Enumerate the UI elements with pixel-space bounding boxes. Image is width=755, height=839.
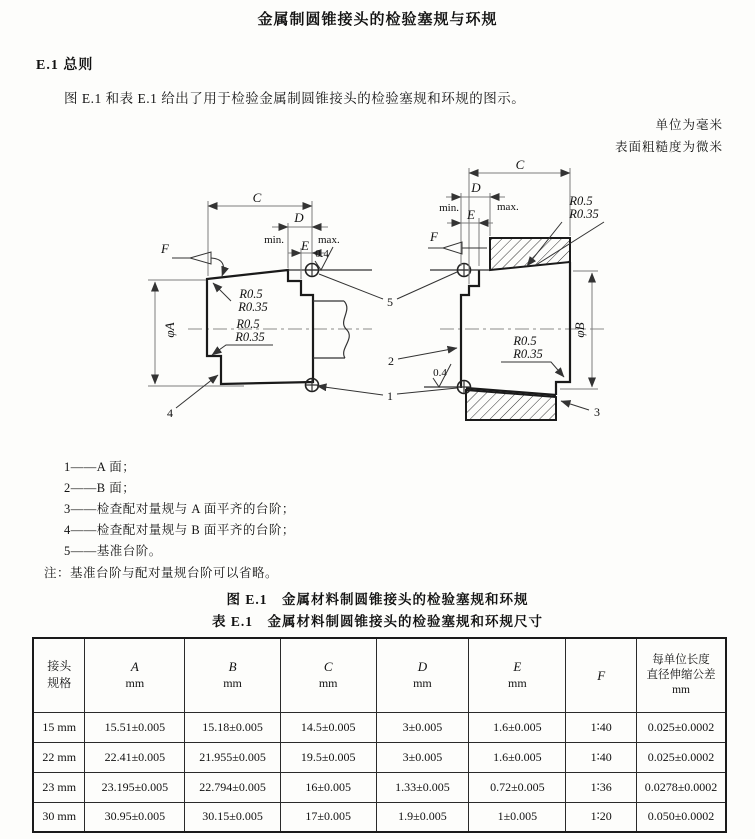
callout-leader (561, 401, 589, 410)
header-line: 规格 (47, 676, 72, 691)
figure-legend (64, 457, 295, 562)
datum-label-F-right: F (430, 229, 438, 244)
header-line: B (228, 659, 237, 675)
roughness-label-left: 0.4 (315, 248, 329, 260)
table-row (33, 802, 726, 832)
legend-item: 1——A 面； (64, 460, 136, 474)
cell-tolerance: 0.025±0.0002 (637, 742, 726, 772)
cell-B: 30.15±0.005 (185, 802, 281, 832)
figure-e1-drawing (0, 150, 755, 455)
cell-spec: 30 mm (33, 802, 85, 832)
cell-C: 17±0.005 (280, 802, 376, 832)
col-header-C (280, 638, 376, 712)
dim-label-E-left: E (301, 238, 309, 253)
cell-F: 1∶20 (566, 802, 637, 832)
dim-label-phiA: φA (162, 322, 177, 338)
ring-section-top (490, 238, 570, 270)
cell-A: 23.195±0.005 (85, 772, 185, 802)
dim-label-C-left: C (252, 190, 262, 205)
datum-label-F-left: F (161, 241, 169, 256)
left-figure-plug-gauge (148, 190, 372, 420)
col-header-A (85, 638, 185, 712)
radius-label: R0.5 (236, 317, 260, 331)
cell-C: 19.5±0.005 (280, 742, 376, 772)
dim-label-phiB: φB (572, 322, 587, 338)
legend-item: 4——检查配对量规与 B 面平齐的台阶； (64, 523, 295, 537)
right-figure-ring-gauge (424, 157, 607, 420)
cell-B: 21.955±0.005 (185, 742, 281, 772)
header-line: 直径伸缩公差 (646, 668, 716, 681)
cell-A: 30.95±0.005 (85, 802, 185, 832)
radius-label: R0.35 (238, 300, 268, 314)
cell-D: 3±0.005 (376, 742, 469, 772)
intro-paragraph: 图 E.1 和表 E.1 给出了用于检验金属制圆锥接头的检验塞规和环规的图示。 (64, 91, 526, 106)
page-title: 金属制圆锥接头的检验塞规与环规 (257, 12, 498, 28)
callout-5: 5 (387, 295, 393, 309)
callout-4: 4 (167, 406, 173, 420)
radius-label: R0.5 (569, 194, 593, 208)
header-line: mm (318, 676, 338, 691)
callout-3: 3 (594, 405, 600, 419)
callout-leader (398, 348, 457, 359)
header-line: E (513, 659, 522, 675)
table-row (33, 742, 726, 772)
cell-E: 1.6±0.005 (469, 712, 566, 742)
cell-D: 3±0.005 (376, 712, 469, 742)
radius-label: R0.35 (513, 347, 543, 361)
header-line: 接头 (47, 659, 72, 674)
radius-label: R0.35 (235, 330, 265, 344)
cell-A: 15.51±0.005 (85, 712, 185, 742)
dim-label-D-left: D (294, 210, 304, 225)
datum-leader-curve (211, 258, 224, 276)
table-row (33, 712, 726, 742)
unit-note-um: 表面粗糙度为微米 (614, 140, 723, 154)
cell-spec: 22 mm (33, 742, 85, 772)
col-header-F (566, 638, 637, 712)
cell-F: 1∶36 (566, 772, 637, 802)
callout-1: 1 (387, 389, 393, 403)
callout-leader (397, 272, 457, 299)
dim-label-C-right: C (515, 157, 525, 172)
datum-triangle-icon (443, 242, 462, 254)
cell-E: 0.72±0.005 (469, 772, 566, 802)
cell-E: 1.6±0.005 (469, 742, 566, 772)
callout-leader (319, 274, 383, 299)
header-line: mm (125, 676, 145, 691)
callout-2: 2 (388, 354, 394, 368)
cell-tolerance: 0.025±0.0002 (637, 712, 726, 742)
cell-E: 1±0.005 (469, 802, 566, 832)
unit-note-mm: 单位为毫米 (655, 118, 723, 132)
callout-leader (176, 375, 218, 408)
roughness-label-right: 0.4 (433, 367, 447, 379)
header-line: 每单位长度 (652, 653, 710, 666)
header-line: mm (223, 676, 242, 691)
header-line: mm (672, 683, 690, 696)
cell-D: 1.9±0.005 (376, 802, 469, 832)
cell-D: 1.33±0.005 (376, 772, 469, 802)
cell-F: 1∶40 (566, 742, 637, 772)
dim-label-E-right: E (467, 207, 475, 222)
radius-label: R0.5 (239, 287, 263, 301)
radius-leader (213, 283, 231, 301)
dim-label-D-right: D (471, 180, 481, 195)
radius-leader (501, 362, 564, 377)
cell-B: 22.794±0.005 (185, 772, 281, 802)
legend-item: 5——基准台阶。 (64, 544, 162, 558)
min-label-left: min. (264, 234, 284, 246)
col-header-B (185, 638, 281, 712)
cell-tolerance: 0.050±0.0002 (637, 802, 726, 832)
table-header-row (33, 638, 726, 712)
radius-label: R0.35 (569, 207, 599, 221)
header-line: C (323, 659, 333, 675)
col-header-tolerance (637, 638, 726, 712)
cell-F: 1∶40 (566, 712, 637, 742)
header-line: D (417, 659, 428, 675)
legend-note: 注：基准台阶与配对量规台阶可以省略。 (44, 566, 279, 580)
callout-leader (317, 386, 383, 395)
table-row (33, 772, 726, 802)
cell-C: 14.5±0.005 (280, 712, 376, 742)
max-label-right: max. (497, 201, 519, 213)
legend-item: 3——检查配对量规与 A 面平齐的台阶； (64, 502, 295, 516)
min-label-right: min. (439, 202, 459, 214)
header-line: mm (508, 676, 527, 691)
cell-A: 22.41±0.005 (85, 742, 185, 772)
col-header-spec (33, 638, 85, 712)
cell-tolerance: 0.0278±0.0002 (637, 772, 726, 802)
header-line: F (597, 667, 606, 683)
header-line: mm (413, 676, 432, 691)
radius-leader (212, 345, 273, 355)
dimension-table (32, 637, 727, 833)
cell-C: 16±0.005 (280, 772, 376, 802)
legend-item: 2——B 面； (64, 481, 136, 495)
cell-spec: 15 mm (33, 712, 85, 742)
radius-label: R0.5 (513, 334, 537, 348)
cell-spec: 23 mm (33, 772, 85, 802)
col-header-E (469, 638, 566, 712)
section-heading: E.1 总则 (36, 58, 94, 73)
callout-leader (397, 388, 457, 394)
max-label-left: max. (318, 234, 340, 246)
col-header-D (376, 638, 469, 712)
figure-caption: 图 E.1 金属材料制圆锥接头的检验塞规和环规 (226, 592, 529, 607)
cell-B: 15.18±0.005 (185, 712, 281, 742)
table-caption: 表 E.1 金属材料制圆锥接头的检验塞规和环规尺寸 (211, 614, 543, 629)
header-line: A (130, 659, 139, 675)
